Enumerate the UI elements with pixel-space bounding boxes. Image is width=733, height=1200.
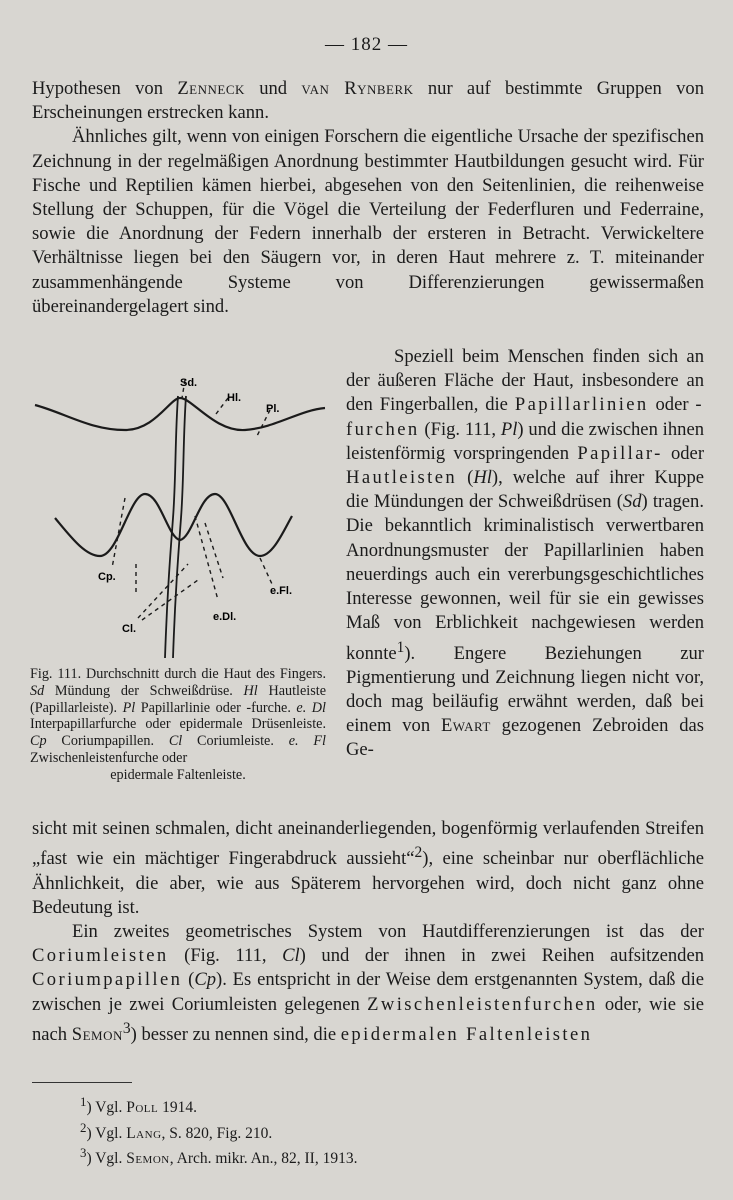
text: Coriumpapillen. — [46, 733, 169, 750]
text: oder — [662, 442, 705, 464]
label-hl: Hl. — [227, 392, 242, 404]
text: nur auf bestimmte Gruppen von Erscheinungen erstrecken kann. — [32, 78, 704, 124]
label-edl: e.Dl. — [213, 611, 237, 623]
label-sd: Sd. — [180, 377, 198, 389]
text: und — [244, 78, 302, 99]
leader-edl — [195, 516, 218, 600]
figure-111 — [30, 368, 330, 666]
text: ) tragen. Die bekanntlich kriminalistisch verwertbaren Anordnungsmuster der Papillarlinien haben neuerdings auch ein vererbungsgeschichtliches Interesse gewonnen, weil für sie ein gewisses Maß von Erblichkeit nachgewiesen werden konnte — [346, 491, 704, 664]
sweat-duct-left — [165, 396, 178, 658]
text: (Fig. 111, — [168, 945, 283, 967]
abbr: Cl — [282, 945, 300, 967]
page-number: — 182 — — [325, 34, 408, 55]
text: Coriumleiste. — [182, 733, 289, 750]
author-name: Semon — [126, 1150, 170, 1168]
text: gezogenen Zebroiden das Ge- — [346, 715, 704, 761]
epidermis-surface-curve — [35, 398, 325, 430]
text — [346, 491, 704, 760]
author-name: Ewart — [440, 715, 491, 737]
author-name: Semon — [71, 1024, 123, 1045]
leader-efl — [260, 558, 272, 584]
abbr: e. Dl — [296, 699, 326, 716]
sweat-duct-right — [173, 396, 186, 658]
spaced-term: Coriumpapillen — [32, 969, 183, 991]
text: oder, wie sie nach — [32, 993, 704, 1045]
text: ) Vgl. — [86, 1124, 127, 1142]
abbr: Cl — [168, 733, 183, 750]
text: Speziell beim Menschen finden sich an der äußeren Fläche der Haut, insbesondere an den Fingerballen, die — [346, 346, 704, 416]
paragraph-2: Ähnliches gilt, wenn von einigen Forschern die eigentliche Ursache der spezifischen Zeichnung in der regelmäßigen Anordnung bestimmter Hautbildungen gesucht wird. Für Fische und Reptilien kämen hierbei, abgesehen von den Seitenlinien, die reihenweise Stellung der Schuppen, für die Vögel die Verteilung der Federfluren und Federraine, sowie die Anordnung der Federn innerhalb der ersteren in Betracht. Verwickeltere Verhältnisse liegen bei den Säugern vor, in deren Haut mehrere z. T. miteinander zusammenhängende Systeme von Differenzierungen gewissermaßen übereinandergelagert sind. — [32, 126, 704, 317]
footnote-3 — [80, 1143, 680, 1169]
abbr: e. Fl — [288, 733, 326, 750]
footnote-ref[interactable]: 3 — [122, 1019, 131, 1037]
spaced-term: Hautleisten — [346, 467, 458, 489]
text: ). Engere Beziehungen zur Pigmentierung und Zeichnung liegen nicht vor, doch mag beiläufig erwähnt werden, daß bei einem von — [346, 642, 704, 737]
text: oder — [648, 394, 696, 416]
abbr: Cp — [30, 733, 47, 750]
spaced-term: Papillarlinien — [514, 394, 649, 416]
text: ( — [182, 969, 195, 991]
paragraph-3-wrap — [346, 345, 704, 763]
text: epidermale Faltenleiste. — [110, 766, 246, 783]
footnote-rule — [32, 1082, 132, 1083]
spaced-term: Papillar- — [577, 442, 663, 464]
label-cl: Cl. — [122, 623, 137, 635]
footnote-1 — [80, 1092, 680, 1118]
text: ) und der ihnen in zwei Reihen aufsitzenden — [299, 945, 704, 967]
text: Hypothesen von — [32, 78, 178, 99]
abbr: Pl — [122, 699, 136, 716]
spaced-term: Coriumleisten — [32, 945, 169, 967]
text: ). Es entspricht in der Weise dem erstgenannten System, daß die zwischen je zwei Coriumleisten gelegenen — [32, 969, 705, 1015]
abbr: Hl — [243, 682, 258, 699]
footnote-mark: 1 — [80, 1094, 87, 1109]
author-name: Lang — [126, 1124, 162, 1142]
label-pl: Pl. — [266, 403, 280, 415]
author-name: van Rynberk — [301, 78, 414, 99]
paragraph-3-cont — [32, 817, 704, 1047]
footnote-mark: 3 — [80, 1145, 87, 1161]
abbr: Sd — [30, 682, 45, 699]
leader-edl2 — [205, 523, 223, 578]
footnote-ref[interactable]: 2 — [414, 844, 423, 862]
footnotes — [80, 1092, 680, 1169]
text: (Fig. 111, — [419, 418, 501, 440]
leader-cl2 — [142, 580, 198, 620]
text: Fig. 111. Durchschnitt durch die Haut des Fingers. — [30, 666, 326, 682]
abbr: Cp — [194, 969, 217, 991]
text: Hautleiste (Papillarleiste). — [30, 682, 326, 716]
text: ) Vgl. — [86, 1099, 127, 1117]
text: ) besser zu nennen sind, die — [130, 1024, 341, 1045]
author-name: Zenneck — [177, 78, 245, 99]
spaced-term: epidermalen Faltenleisten — [340, 1024, 593, 1045]
text: ), eine scheinbar nur oberflächliche Ähnlichkeit, die aber, wie aus Späterem hervorgehen wird, doch nicht ganz ohne Bedeutung ist. — [32, 848, 704, 918]
paragraph-1 — [32, 77, 704, 319]
text: ) und die zwischen ihnen leistenförmig vorspringenden — [346, 418, 704, 464]
abbr: Sd — [622, 491, 642, 513]
abbr: Pl — [500, 418, 518, 440]
text: 1914. — [158, 1099, 197, 1117]
abbr: Hl — [473, 467, 492, 489]
figure-caption — [30, 666, 326, 784]
text: ), welche auf ihrer Kuppe die Mündungen der Schweißdrüsen ( — [346, 467, 704, 513]
footnote-ref[interactable]: 1 — [396, 638, 405, 656]
text: ) Vgl. — [86, 1150, 127, 1168]
label-cp: Cp. — [98, 571, 116, 583]
text: Zwischenleistenfurche oder — [30, 749, 188, 766]
text: ( — [457, 467, 474, 489]
spaced-term: -furchen — [346, 394, 704, 440]
paragraph-4 — [32, 920, 704, 1047]
text: Interpapillarfurche oder epidermale Drüsenleiste. — [30, 716, 326, 733]
text: Papillarlinie oder -furche. — [135, 699, 297, 716]
text: , Arch. mikr. An., 82, II, 1913. — [169, 1150, 358, 1168]
text: Mündung der Schweißdrüse. — [44, 682, 244, 699]
footnote-mark: 2 — [80, 1119, 87, 1135]
text: , S. 820, Fig. 210. — [161, 1124, 273, 1142]
author-name: Poll — [126, 1099, 159, 1117]
leader-cl — [138, 564, 188, 618]
leader-cp — [112, 498, 125, 568]
text: sicht mit seinen schmalen, dicht aneinanderliegenden, bogenförmig verlaufenden Streifen „fast wie ein mächtiger Fingerabdruck aussieht“ — [32, 818, 704, 870]
label-efl: e.Fl. — [270, 585, 293, 597]
text: Ein zweites geometrisches System von Hautdifferenzierungen ist das der — [72, 921, 704, 942]
spaced-term: Zwischenleistenfurchen — [367, 993, 598, 1015]
footnote-2 — [80, 1118, 680, 1144]
skin-section-diagram — [30, 368, 330, 666]
